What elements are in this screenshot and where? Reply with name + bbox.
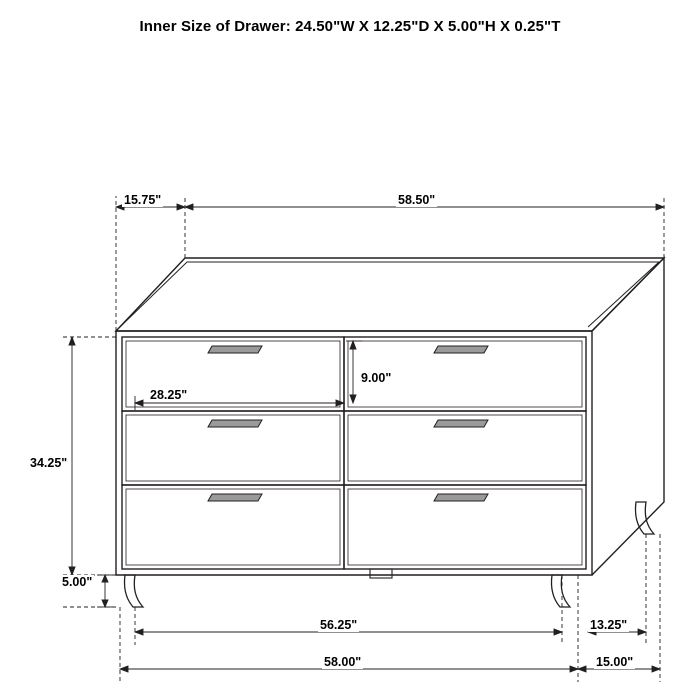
dimension-label-width-top: 58.50" [398,193,436,207]
leg-front-left [124,575,143,607]
page-title: Inner Size of Drawer: 24.50"W X 12.25"D X 5.00"H X 0.25"T [139,18,561,35]
leg-side-right [635,502,654,534]
dresser-side-face [592,258,664,575]
dimension-label-base-width: 58.00" [324,655,362,669]
center-bracket [370,569,392,578]
drawer-handle [434,494,488,501]
dimension-label-leg-height: 5.00" [62,575,93,589]
drawer-handle [208,346,262,353]
drawer-handle [434,420,488,427]
dimension-label-overall-depth: 15.00" [596,655,634,669]
dimension-label-depth-top: 15.75" [124,193,162,207]
leg-front-right [551,575,570,607]
drawer-handle [208,494,262,501]
dimension-label-drawer-height: 9.00" [361,371,392,385]
dim-overall-height [69,337,75,575]
dimension-lines [62,196,664,682]
front-inner-frame [122,337,586,569]
dimension-label-front-width: 56.25" [320,618,358,632]
dresser-front-face [116,331,592,575]
drawer-handle [434,346,488,353]
dimension-label-side-depth: 13.25" [590,618,628,632]
dim-leg-height [97,575,113,607]
drawer-handle [208,420,262,427]
dimension-label-drawer-width: 28.25" [150,388,188,402]
dimension-label-overall-height: 34.25" [30,456,68,470]
dresser-top-surface [116,258,664,331]
